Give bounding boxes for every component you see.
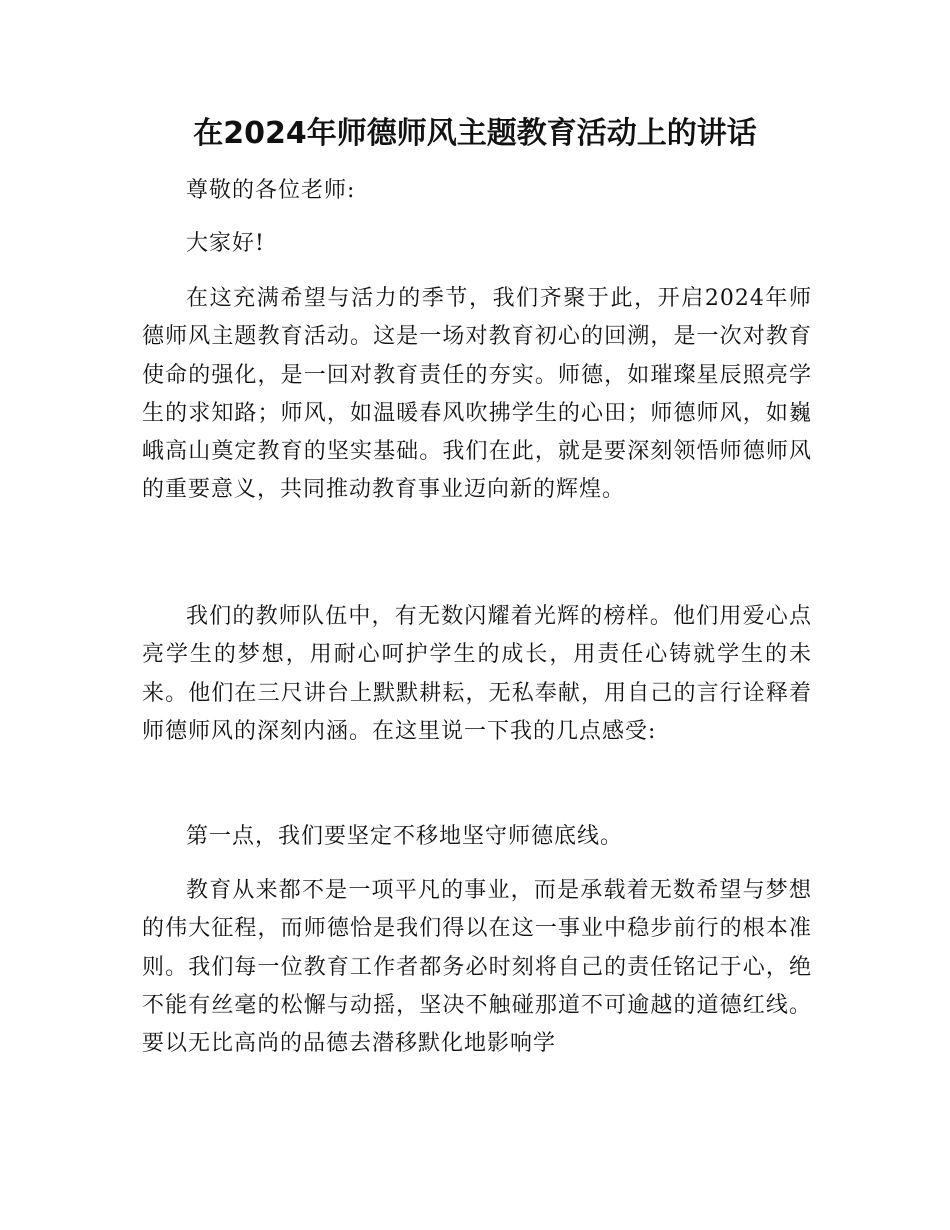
- paragraph-4: 教育从来都不是一项平凡的事业，而是承载着无数希望与梦想的伟大征程，而师德恰是我们得以在这一事业中稳步前行的根本准则。我们每一位教育工作者都务必时刻将自己的责任铭记于心，绝不能有丝毫的松懈与动摇，坚决不触碰那道不可逾越的道德红线。要以无比高尚的品德去潜移默化地影响学: [142, 878, 812, 1057]
- paragraph-1: 在这充满希望与活力的季节，我们齐聚于此，开启2024年师德师风主题教育活动。这是一场对教育初心的回溯，是一次对教育使命的强化，是一回对教育责任的夯实。师德，如璀璨星辰照亮学生的求知路；师风，如温暖春风吹拂学生的心田；师德师风，如巍峨高山奠定教育的坚实基础。我们在此，就是要深刻领悟师德师风的重要意义，共同推动教育事业迈向新的辉煌。: [142, 286, 812, 503]
- greeting: 大家好!: [186, 231, 265, 256]
- paragraph-2: 我们的教师队伍中，有无数闪耀着光辉的榜样。他们用爱心点亮学生的梦想，用耐心呵护学生的成长，用责任心铸就学生的未来。他们在三尺讲台上默默耕耘，无私奉献，用自己的言行诠释着师德师风的深刻内涵。在这里说一下我的几点感受:: [142, 604, 812, 744]
- paragraph-3: 第一点，我们要坚定不移地坚守师德底线。: [186, 824, 624, 849]
- salutation: 尊敬的各位老师:: [186, 178, 356, 203]
- document-title: 在2024年师德师风主题教育活动上的讲话: [193, 116, 757, 151]
